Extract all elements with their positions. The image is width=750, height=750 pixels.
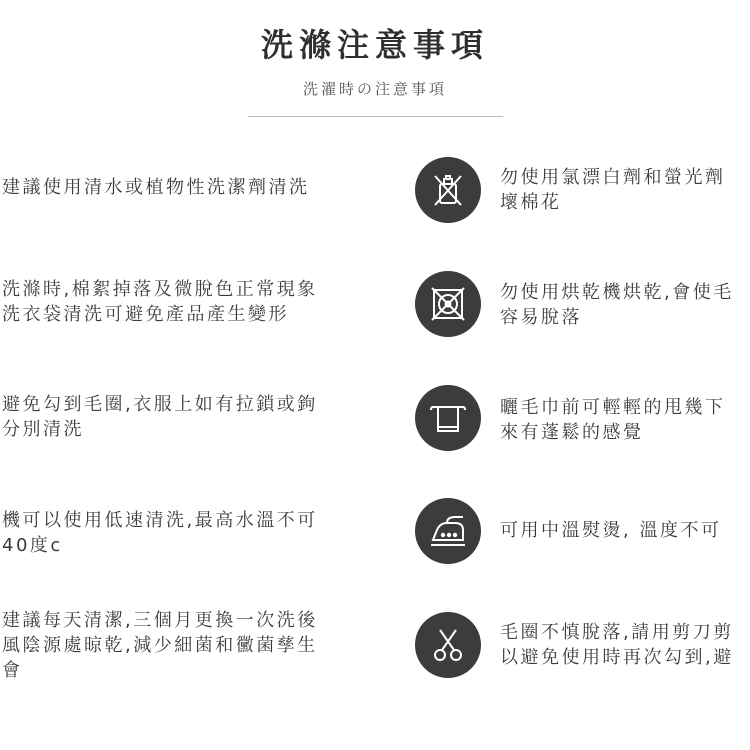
tip-left-5-line-3: 會 — [2, 660, 23, 681]
tip-left-1-line-1: 建議使用清水或植物性洗潔劑清洗 — [2, 177, 310, 198]
tip-left-2 — [2, 277, 397, 327]
tip-right-4-line-1: 可用中溫熨燙, 溫度不可 — [500, 520, 722, 541]
tip-left-5-line-1: 建議每天清潔,三個月更換一次洗後 — [2, 610, 318, 631]
tip-left-5 — [2, 608, 397, 683]
tip-right-1-line-2: 壞棉花 — [500, 192, 562, 213]
tip-left-4-line-1: 機可以使用低速清洗,最高水溫不可 — [2, 510, 318, 531]
divider — [248, 116, 503, 117]
tip-right-5-line-1: 毛圈不慎脫落,請用剪刀剪 — [500, 622, 734, 643]
tip-right-5 — [500, 620, 750, 670]
tip-right-1-line-1: 勿使用氯漂白劑和螢光劑 — [500, 167, 726, 188]
tip-right-5-line-2: 以避免使用時再次勾到,避 — [500, 647, 734, 668]
tip-right-1 — [500, 165, 750, 215]
tip-right-3 — [500, 395, 750, 445]
tip-left-1 — [2, 175, 397, 200]
tip-right-2 — [500, 280, 750, 330]
tip-right-4 — [500, 518, 750, 543]
page-title: 洗滌注意事項 — [260, 26, 489, 64]
towel-hanging-icon — [415, 385, 481, 451]
tip-right-3-line-2: 來有蓬鬆的感覺 — [500, 422, 644, 443]
tip-left-2-line-1: 洗滌時,棉絮掉落及微脫色正常現象 — [2, 279, 318, 300]
tip-left-2-line-2: 洗衣袋清洗可避免產品產生變形 — [2, 304, 289, 325]
no-bleach-icon — [415, 157, 481, 223]
tip-left-3-line-1: 避免勾到毛圈,衣服上如有拉鎖或鉤 — [2, 394, 318, 415]
no-tumble-dry-icon — [415, 271, 481, 337]
scissors-icon — [415, 612, 481, 678]
tip-right-2-line-1: 勿使用烘乾機烘乾,會使毛 — [500, 282, 734, 303]
tip-left-4 — [2, 508, 397, 558]
tip-right-3-line-1: 曬毛巾前可輕輕的甩幾下 — [500, 397, 726, 418]
page-subtitle: 洗濯時の注意事項 — [302, 80, 447, 98]
iron-icon — [415, 498, 481, 564]
tip-left-4-line-2: 40度c — [2, 535, 63, 556]
tip-left-5-line-2: 風陰源處晾乾,減少細菌和黴菌孳生 — [2, 635, 318, 656]
tip-right-2-line-2: 容易脫落 — [500, 307, 582, 328]
tip-left-3-line-2: 分別清洗 — [2, 419, 84, 440]
tip-left-3 — [2, 392, 397, 442]
